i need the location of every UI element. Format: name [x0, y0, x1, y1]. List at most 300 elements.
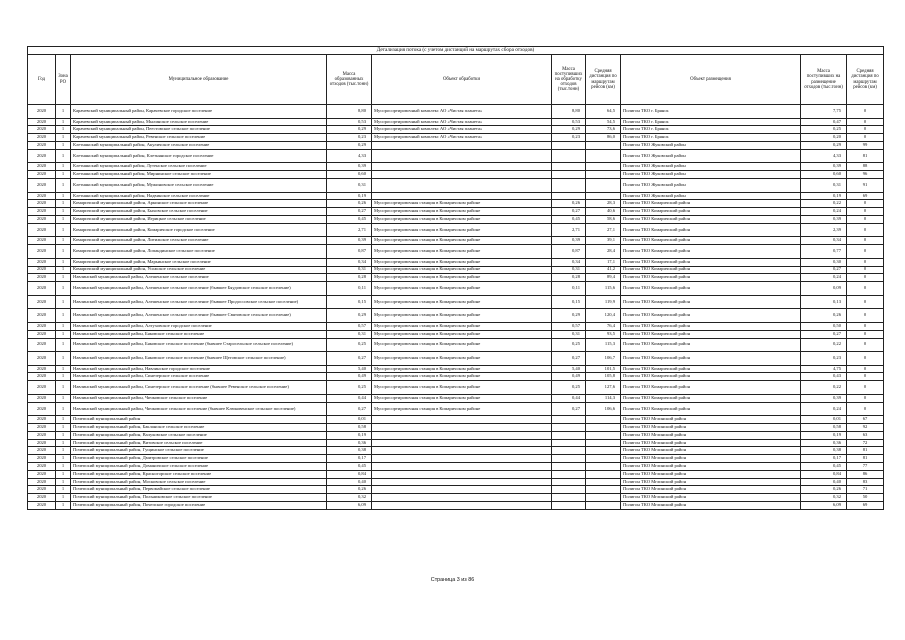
cell-mass-received — [552, 149, 586, 163]
cell-mass-received — [552, 447, 586, 455]
cell-mass-formed: 0,45 — [327, 463, 372, 471]
cell-mass-placed: 0,39 — [801, 163, 847, 171]
cell-mass-placed: 0,27 — [801, 330, 847, 338]
col-header-year: Год — [28, 55, 56, 105]
cell-mass-formed: 0,31 — [327, 178, 372, 192]
cell-processing-object — [372, 455, 552, 463]
cell-year: 2020 — [28, 338, 56, 352]
cell-mass-placed: 0,50 — [801, 322, 847, 330]
table-row — [28, 402, 884, 416]
cell-mass-formed: 0,39 — [327, 237, 372, 245]
cell-zone: 1 — [56, 470, 71, 478]
cell-zone: 1 — [56, 502, 71, 510]
cell-avg-distance: 105,8 — [586, 373, 621, 381]
cell-zone: 1 — [56, 352, 71, 366]
cell-processing-object — [372, 470, 552, 478]
col-header-placement-object: Объект размещения — [621, 55, 801, 105]
table-row — [28, 215, 884, 223]
cell-year: 2020 — [28, 455, 56, 463]
cell-municipality: Комаричский муниципальный район, Быховское сельское поселение — [71, 208, 327, 216]
cell-avg-distance-trips: 0 — [847, 126, 884, 134]
cell-placement-object: Полигон ТКО Комаричский район — [621, 258, 801, 266]
table-row — [28, 502, 884, 510]
cell-avg-distance — [586, 447, 621, 455]
cell-avg-distance-trips: 71 — [847, 486, 884, 494]
cell-avg-distance-trips: 0 — [847, 282, 884, 296]
cell-mass-placed: 0,13 — [801, 295, 847, 309]
cell-mass-placed: 0,25 — [801, 126, 847, 134]
cell-processing-object: Мусоросортировочная станция в Комаричском районе — [372, 402, 552, 416]
cell-mass-received: 0,23 — [552, 134, 586, 142]
table-row — [28, 141, 884, 149]
cell-processing-object: Мусоросортировочная станция в Комаричском районе — [372, 365, 552, 373]
cell-processing-object: Мусоросортировочная станция в Комаричском районе — [372, 237, 552, 245]
cell-mass-formed: 0,84 — [327, 470, 372, 478]
cell-processing-object — [372, 163, 552, 171]
cell-mass-formed: 0,87 — [327, 245, 372, 259]
cell-mass-received: 5,40 — [552, 365, 586, 373]
cell-municipality: Почепский муниципальный район, Почепское городское поселение — [71, 502, 327, 510]
cell-mass-placed: 2,39 — [801, 223, 847, 237]
cell-avg-distance — [586, 178, 621, 192]
cell-processing-object: Мусоросортировочная станция в Комаричском районе — [372, 338, 552, 352]
cell-mass-formed: 0,34 — [327, 258, 372, 266]
cell-mass-placed: 0,38 — [801, 447, 847, 455]
cell-avg-distance: 115,6 — [586, 282, 621, 296]
cell-avg-distance-trips: 0 — [847, 365, 884, 373]
cell-mass-placed: 0,01 — [801, 416, 847, 424]
cell-mass-received — [552, 502, 586, 510]
cell-avg-distance-trips: 0 — [847, 330, 884, 338]
cell-municipality: Навлинский муниципальный район, Бяковское сельское поселение (бывшее Старосельское сельское поселение) — [71, 338, 327, 352]
table-caption: Детализация потока (с учетом дистанций на маршрутах сбора отходов) — [28, 47, 884, 55]
table-row — [28, 322, 884, 330]
cell-avg-distance-trips: 0 — [847, 394, 884, 402]
cell-avg-distance — [586, 486, 621, 494]
cell-avg-distance-trips: 67 — [847, 416, 884, 424]
table-row — [28, 352, 884, 366]
cell-municipality: Клетнянский муниципальный район, Надвинское сельское поселение — [71, 192, 327, 200]
cell-avg-distance-trips: 91 — [847, 178, 884, 192]
cell-avg-distance-trips: 0 — [847, 245, 884, 259]
table-row — [28, 486, 884, 494]
cell-avg-distance: 64,5 — [586, 105, 621, 119]
cell-placement-object: Полигон ТКО Мглинский район — [621, 431, 801, 439]
cell-mass-received: 0,29 — [552, 126, 586, 134]
cell-placement-object: Полигон ТКО Комаричский район — [621, 208, 801, 216]
cell-municipality: Карачевский муниципальный район, Пеестовское сельское поселение — [71, 126, 327, 134]
table-row — [28, 478, 884, 486]
cell-zone: 1 — [56, 118, 71, 126]
cell-placement-object: Полигон ТКО Комаричский район — [621, 330, 801, 338]
cell-mass-formed: 5,40 — [327, 365, 372, 373]
cell-placement-object: Полигон ТКО Жуковский район — [621, 163, 801, 171]
cell-placement-object: Полигон ТКО Жуковский район — [621, 141, 801, 149]
cell-avg-distance-trips: 0 — [847, 338, 884, 352]
cell-placement-object: Полигон ТКО Комаричский район — [621, 237, 801, 245]
cell-mass-placed: 0,17 — [801, 455, 847, 463]
cell-avg-distance-trips: 0 — [847, 274, 884, 282]
cell-year: 2020 — [28, 352, 56, 366]
cell-mass-received: 0,27 — [552, 352, 586, 366]
cell-mass-placed: 0,31 — [801, 178, 847, 192]
cell-zone: 1 — [56, 486, 71, 494]
table-row — [28, 126, 884, 134]
cell-municipality: Навлинский муниципальный район, Алтуховское городское поселение — [71, 322, 327, 330]
cell-avg-distance-trips: 0 — [847, 322, 884, 330]
cell-avg-distance: 120,4 — [586, 309, 621, 323]
cell-year: 2020 — [28, 394, 56, 402]
cell-avg-distance: 127,6 — [586, 381, 621, 395]
table-row — [28, 309, 884, 323]
table-body — [28, 105, 884, 510]
cell-mass-formed: 0,23 — [327, 134, 372, 142]
table-row — [28, 118, 884, 126]
cell-mass-placed: 6,09 — [801, 502, 847, 510]
cell-mass-received: 0,53 — [552, 118, 586, 126]
cell-municipality: Навлинский муниципальный район, Алешенское сельское поселение — [71, 274, 327, 282]
cell-mass-received: 0,28 — [552, 274, 586, 282]
cell-zone: 1 — [56, 215, 71, 223]
cell-zone: 1 — [56, 330, 71, 338]
table-row — [28, 163, 884, 171]
cell-placement-object: Полигон ТКО Мглинский район — [621, 424, 801, 432]
cell-placement-object: Полигон ТКО г. Брянск — [621, 105, 801, 119]
table-row — [28, 274, 884, 282]
cell-mass-received — [552, 463, 586, 471]
cell-municipality: Карачевский муниципальный район, Ревенское сельское поселение — [71, 134, 327, 142]
cell-avg-distance-trips: 86 — [847, 470, 884, 478]
table-row — [28, 237, 884, 245]
cell-mass-placed: 0,29 — [801, 141, 847, 149]
table-row — [28, 447, 884, 455]
cell-year: 2020 — [28, 439, 56, 447]
cell-processing-object — [372, 424, 552, 432]
cell-mass-placed: 0,45 — [801, 463, 847, 471]
cell-year: 2020 — [28, 223, 56, 237]
cell-placement-object: Полигон ТКО Комаричский район — [621, 338, 801, 352]
cell-processing-object — [372, 149, 552, 163]
page-footer: Страница 3 из 86 — [430, 577, 475, 583]
cell-avg-distance: 114,3 — [586, 394, 621, 402]
cell-avg-distance-trips: 69 — [847, 502, 884, 510]
cell-zone: 1 — [56, 373, 71, 381]
cell-avg-distance-trips: 0 — [847, 402, 884, 416]
cell-processing-object: Мусоросортировочный комплекс АО «Чистая планета» — [372, 105, 552, 119]
cell-zone: 1 — [56, 141, 71, 149]
cell-avg-distance-trips: 72 — [847, 439, 884, 447]
cell-mass-received: 2,71 — [552, 223, 586, 237]
cell-zone: 1 — [56, 365, 71, 373]
cell-mass-placed: 0,24 — [801, 402, 847, 416]
cell-avg-distance — [586, 470, 621, 478]
cell-avg-distance-trips: 0 — [847, 237, 884, 245]
cell-mass-formed: 8,80 — [327, 105, 372, 119]
cell-year: 2020 — [28, 373, 56, 381]
cell-mass-received: 0,25 — [552, 338, 586, 352]
cell-placement-object: Полигон ТКО Мглинский район — [621, 416, 801, 424]
cell-mass-placed: 0,20 — [801, 134, 847, 142]
table-row — [28, 463, 884, 471]
cell-mass-received — [552, 439, 586, 447]
cell-processing-object — [372, 439, 552, 447]
cell-mass-placed: 0,22 — [801, 381, 847, 395]
cell-zone: 1 — [56, 192, 71, 200]
cell-year: 2020 — [28, 200, 56, 208]
cell-municipality: Почепский муниципальный район, Гущинское сельское поселение — [71, 447, 327, 455]
cell-year: 2020 — [28, 447, 56, 455]
cell-avg-distance-trips: 83 — [847, 478, 884, 486]
cell-mass-received — [552, 178, 586, 192]
table-row — [28, 245, 884, 259]
cell-zone: 1 — [56, 381, 71, 395]
col-header-processing-object: Объект обработки — [372, 55, 552, 105]
cell-zone: 1 — [56, 494, 71, 502]
cell-mass-received: 0,57 — [552, 322, 586, 330]
cell-avg-distance-trips: 77 — [847, 463, 884, 471]
cell-avg-distance-trips: 0 — [847, 118, 884, 126]
cell-avg-distance-trips: 81 — [847, 455, 884, 463]
cell-mass-received — [552, 192, 586, 200]
cell-year: 2020 — [28, 134, 56, 142]
cell-year: 2020 — [28, 245, 56, 259]
cell-municipality: Навлинский муниципальный район, Бяковское сельское поселение — [71, 330, 327, 338]
cell-processing-object: Мусоросортировочная станция в Комаричском районе — [372, 274, 552, 282]
cell-mass-placed: 0,84 — [801, 470, 847, 478]
cell-avg-distance: 115,3 — [586, 338, 621, 352]
cell-processing-object: Мусоросортировочная станция в Комаричском районе — [372, 330, 552, 338]
table-row — [28, 470, 884, 478]
cell-placement-object: Полигон ТКО Мглинский район — [621, 447, 801, 455]
table-row — [28, 223, 884, 237]
cell-municipality: Почепский муниципальный район, Дмитровское сельское поселение — [71, 455, 327, 463]
cell-year: 2020 — [28, 149, 56, 163]
cell-municipality: Комаричский муниципальный район, Усожское сельское поселение — [71, 266, 327, 274]
cell-avg-distance-trips: 96 — [847, 171, 884, 179]
col-header-mass-placed: Масса поступивших на размещение отходов (тыс.тонн) — [801, 55, 847, 105]
cell-municipality: Почепский муниципальный район, Валуковское сельское поселение — [71, 431, 327, 439]
cell-avg-distance-trips: 81 — [847, 149, 884, 163]
cell-municipality: Навлинский муниципальный район, Алешенское сельское поселение (бывшее Бяудовское сельское поселение) — [71, 282, 327, 296]
cell-mass-received — [552, 163, 586, 171]
cell-processing-object — [372, 431, 552, 439]
cell-municipality: Навлинский муниципальный район, Алешенское сельское поселение (бывшее Святовское сельское поселение) — [71, 309, 327, 323]
cell-placement-object: Полигон ТКО г. Брянск — [621, 118, 801, 126]
cell-avg-distance — [586, 149, 621, 163]
cell-municipality: Почепский муниципальный район, Первомайское сельское поселение — [71, 486, 327, 494]
cell-mass-formed: 0,15 — [327, 295, 372, 309]
cell-mass-formed: 0,31 — [327, 266, 372, 274]
cell-mass-received: 0,87 — [552, 245, 586, 259]
cell-zone: 1 — [56, 439, 71, 447]
cell-mass-placed: 0,40 — [801, 478, 847, 486]
cell-avg-distance-trips: 88 — [847, 163, 884, 171]
cell-avg-distance-trips: 92 — [847, 424, 884, 432]
cell-avg-distance-trips: 0 — [847, 105, 884, 119]
cell-mass-received: 0,29 — [552, 309, 586, 323]
cell-year: 2020 — [28, 470, 56, 478]
cell-avg-distance: 76,4 — [586, 322, 621, 330]
cell-processing-object — [372, 141, 552, 149]
cell-avg-distance — [586, 502, 621, 510]
cell-processing-object: Мусоросортировочный комплекс АО «Чистая планета» — [372, 126, 552, 134]
cell-mass-formed: 0,58 — [327, 424, 372, 432]
cell-zone: 1 — [56, 171, 71, 179]
cell-zone: 1 — [56, 394, 71, 402]
cell-mass-formed: 0,11 — [327, 282, 372, 296]
cell-mass-received: 0,31 — [552, 330, 586, 338]
cell-processing-object — [372, 171, 552, 179]
cell-avg-distance — [586, 463, 621, 471]
cell-mass-placed: 0,09 — [801, 282, 847, 296]
cell-mass-placed: 0,43 — [801, 373, 847, 381]
cell-mass-formed: 0,36 — [327, 439, 372, 447]
cell-processing-object: Мусоросортировочная станция в Комаричском районе — [372, 200, 552, 208]
cell-mass-formed: 0,27 — [327, 352, 372, 366]
cell-mass-placed: 0,34 — [801, 237, 847, 245]
cell-mass-formed: 0,38 — [327, 447, 372, 455]
cell-mass-received — [552, 470, 586, 478]
cell-mass-formed: 0,29 — [327, 309, 372, 323]
cell-mass-received — [552, 424, 586, 432]
table-row — [28, 208, 884, 216]
cell-mass-placed: 0,32 — [801, 494, 847, 502]
cell-zone: 1 — [56, 295, 71, 309]
cell-mass-received — [552, 494, 586, 502]
cell-mass-placed: 7,75 — [801, 105, 847, 119]
cell-mass-formed: 4,33 — [327, 149, 372, 163]
cell-zone: 1 — [56, 447, 71, 455]
cell-mass-received: 0,11 — [552, 282, 586, 296]
cell-placement-object: Полигон ТКО Комаричский район — [621, 200, 801, 208]
cell-avg-distance: 17,1 — [586, 258, 621, 266]
cell-zone: 1 — [56, 478, 71, 486]
cell-mass-received: 0,25 — [552, 381, 586, 395]
cell-processing-object: Мусоросортировочная станция в Комаричском районе — [372, 208, 552, 216]
cell-avg-distance-trips: 0 — [847, 223, 884, 237]
cell-municipality: Комаричский муниципальный район, Литижское сельское поселение — [71, 237, 327, 245]
cell-mass-formed: 0,60 — [327, 171, 372, 179]
cell-placement-object: Полигон ТКО Комаричский район — [621, 274, 801, 282]
cell-year: 2020 — [28, 118, 56, 126]
cell-municipality: Навлинский муниципальный район, Алешенское сельское поселение (бывшее Продоссовское сельское поселение) — [71, 295, 327, 309]
cell-zone: 1 — [56, 258, 71, 266]
cell-mass-received: 0,26 — [552, 200, 586, 208]
table-row — [28, 365, 884, 373]
table-row — [28, 416, 884, 424]
cell-zone: 1 — [56, 163, 71, 171]
cell-municipality: Клетнянский муниципальный район, Мужиновское сельское поселение — [71, 178, 327, 192]
cell-processing-object: Мусоросортировочная станция в Комаричском районе — [372, 258, 552, 266]
cell-mass-received — [552, 431, 586, 439]
cell-processing-object: Мусоросортировочная станция в Комаричском районе — [372, 295, 552, 309]
cell-year: 2020 — [28, 502, 56, 510]
cell-municipality: Навлинский муниципальный район, Чичковское сельское поселение — [71, 394, 327, 402]
cell-mass-formed: 0,29 — [327, 141, 372, 149]
cell-avg-distance-trips: 0 — [847, 309, 884, 323]
cell-year: 2020 — [28, 494, 56, 502]
cell-year: 2020 — [28, 478, 56, 486]
table-row — [28, 295, 884, 309]
cell-mass-formed: 0,40 — [327, 478, 372, 486]
cell-processing-object: Мусоросортировочная станция в Комаричском районе — [372, 266, 552, 274]
cell-year: 2020 — [28, 424, 56, 432]
cell-zone: 1 — [56, 338, 71, 352]
cell-mass-formed: 0,26 — [327, 200, 372, 208]
cell-avg-distance-trips: 0 — [847, 134, 884, 142]
table-row — [28, 192, 884, 200]
cell-year: 2020 — [28, 486, 56, 494]
cell-mass-received: 0,39 — [552, 237, 586, 245]
table-row — [28, 178, 884, 192]
cell-avg-distance: 89,4 — [586, 274, 621, 282]
cell-municipality: Навлинский муниципальный район, Навлинское городское поселение — [71, 365, 327, 373]
cell-municipality: Почепский муниципальный район, Красногорское сельское поселение — [71, 470, 327, 478]
cell-mass-formed: 0,27 — [327, 402, 372, 416]
cell-mass-formed: 0,57 — [327, 322, 372, 330]
table-row — [28, 258, 884, 266]
cell-mass-placed: 0,26 — [801, 309, 847, 323]
cell-year: 2020 — [28, 105, 56, 119]
cell-processing-object — [372, 478, 552, 486]
col-header-avg-distance-trips: Средняя дистанция по маршрутам рейсов (км) — [847, 55, 884, 105]
cell-municipality: Карачевский муниципальный район, Мылинское сельское поселение — [71, 118, 327, 126]
table-row — [28, 439, 884, 447]
cell-placement-object: Полигон ТКО Мглинский район — [621, 463, 801, 471]
cell-year: 2020 — [28, 431, 56, 439]
cell-municipality: Навлинский муниципальный район, Бяковское сельское поселение (бывшее Щеговское сельское поселение) — [71, 352, 327, 366]
cell-mass-formed: 0,28 — [327, 274, 372, 282]
table-row — [28, 149, 884, 163]
cell-mass-placed: 0,26 — [801, 486, 847, 494]
cell-placement-object: Полигон ТКО Жуковский район — [621, 192, 801, 200]
cell-mass-placed: 0,19 — [801, 431, 847, 439]
cell-year: 2020 — [28, 309, 56, 323]
cell-mass-received: 8,80 — [552, 105, 586, 119]
cell-processing-object: Мусоросортировочная станция в Комаричском районе — [372, 223, 552, 237]
cell-year: 2020 — [28, 141, 56, 149]
cell-mass-formed: 6,09 — [327, 502, 372, 510]
table-row — [28, 494, 884, 502]
cell-zone: 1 — [56, 322, 71, 330]
cell-year: 2020 — [28, 295, 56, 309]
cell-placement-object: Полигон ТКО Комаричский район — [621, 352, 801, 366]
cell-avg-distance-trips: 50 — [847, 494, 884, 502]
cell-municipality: Комаричский муниципальный район, Аркинское сельское поселение — [71, 200, 327, 208]
cell-placement-object: Полигон ТКО Мглинский район — [621, 486, 801, 494]
cell-mass-received: 0,45 — [552, 215, 586, 223]
cell-avg-distance: 40,6 — [586, 208, 621, 216]
cell-year: 2020 — [28, 126, 56, 134]
cell-avg-distance: 106,6 — [586, 402, 621, 416]
cell-placement-object: Полигон ТКО Комаричский район — [621, 223, 801, 237]
cell-mass-received — [552, 486, 586, 494]
cell-avg-distance: 73,6 — [586, 126, 621, 134]
cell-placement-object: Полигон ТКО Мглинский район — [621, 494, 801, 502]
cell-mass-placed: 0,22 — [801, 338, 847, 352]
cell-avg-distance: 86,0 — [586, 134, 621, 142]
cell-avg-distance: 106,7 — [586, 352, 621, 366]
cell-mass-received: 0,44 — [552, 394, 586, 402]
cell-processing-object: Мусоросортировочная станция в Комаричском районе — [372, 352, 552, 366]
cell-processing-object: Мусоросортировочная станция в Комаричском районе — [372, 381, 552, 395]
cell-placement-object: Полигон ТКО Комаричский район — [621, 394, 801, 402]
cell-avg-distance-trips: 0 — [847, 266, 884, 274]
cell-year: 2020 — [28, 282, 56, 296]
table-row — [28, 394, 884, 402]
cell-processing-object — [372, 463, 552, 471]
cell-avg-distance — [586, 478, 621, 486]
